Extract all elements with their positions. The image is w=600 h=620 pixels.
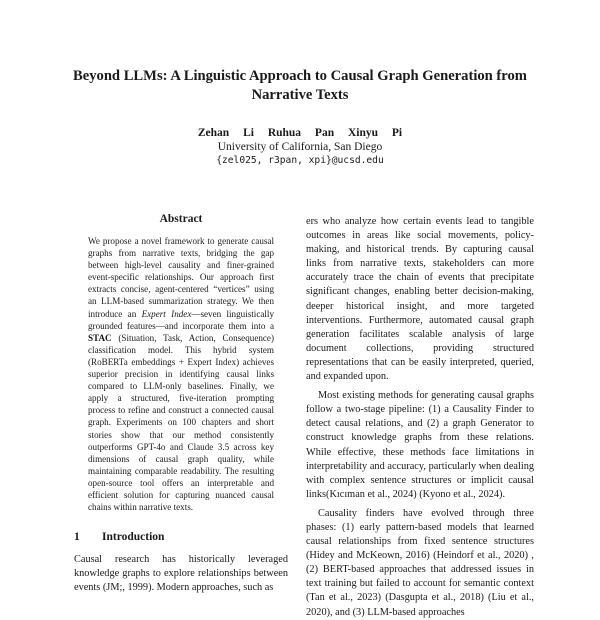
- author-emails: {zel025, r3pan, xpi}@ucsd.edu: [216, 155, 384, 166]
- body-paragraph: Causality finders have evolved through three phases: (1) early pattern-based models that learned causal relationships from fixed sentence structures (Hidey and McKeown, 2016) (Heindorf et al., 2020) , (2) BERT-based approaches that addressed issues in text training but failed to account for semantic context (Tan et al., 2023) (Dasgupta et al., 2018) (Liu et al., 2020), and (3) LLM-based approaches: [306, 507, 534, 618]
- abstract-heading: Abstract: [159, 213, 203, 225]
- paper-title: Beyond LLMs: A Linguistic Approach to Causal Graph Generation from Narrative Texts: [73, 68, 527, 103]
- abstract-body: [88, 235, 274, 513]
- abstract-stac: STAC: [88, 332, 112, 343]
- section-number: 1: [74, 531, 80, 543]
- body-paragraph: ers who analyze how certain events lead to tangible outcomes in areas like social movements, policy-making, and historical trends. By capturing causal links from narrative texts, stakeholders can more accurately trace the chain of events that precipitate significant changes, enabling better decision-making, deeper historical insight, and more targeted interventions. Furthermore, automated causal graph generation facilitates scalable analysis of large document collections, providing structured representations that can be easily interpreted, queried, and expanded upon.: [306, 216, 534, 383]
- abstract-text: We propose a novel framework to generate causal graphs from narrative texts, bridging the gap between high-level causality and finer-grained event-specific relationships. Our approach first extracts concise, agent-centered “vertices” using an LLM-based summarization strategy. We then introduce an: [88, 236, 274, 319]
- section-title: Introduction: [102, 531, 165, 543]
- intro-paragraph: Causal research has historically leveraged knowledge graphs to explore relationships between events (JM;, 1999). Modern approaches, such as: [74, 554, 288, 594]
- abstract-expert-index: Expert Index: [141, 308, 192, 319]
- author-list: [0, 126, 600, 140]
- author-name: Ruhua Pan: [267, 127, 335, 139]
- author-name: Zehan Li: [197, 127, 254, 139]
- abstract-text: —seven linguistically grounded features—and incorporate them into a: [88, 308, 274, 331]
- section-heading-introduction: [74, 531, 288, 544]
- author-name: Xinyu Pi: [347, 127, 403, 139]
- abstract-text: (Situation, Task, Action, Consequence) classification model. This hybrid system (RoBERTa embeddings + Expert Index) achieves superior precision in identifying causal links compared to LLM-only baselines. Finally, we apply a structured, five-iteration prompting process to refine and construct a connected causal graph. Experiments on 100 chapters and short stories show that our method consistently outperforms GPT-4o and Claude 3.5 across key dimensions of causal graph quality, while maintaining comparable readability. The resulting open-source tool offers an interpretable and efficient solution for capturing nuanced causal chains within narrative texts.: [88, 332, 274, 513]
- affiliation: University of California, San Diego: [217, 141, 383, 153]
- body-paragraph: Most existing methods for generating causal graphs follow a two-stage pipeline: (1) a Causality Finder to detect causal relations, and (2) a graph Generator to construct knowledge graphs from these relations. While effective, these methods face limitations in interpretability and accuracy, particularly when dealing with complex sentence structures or implicit causal links(Kıcıman et al., 2024) (Kyono et al., 2024).: [306, 390, 534, 500]
- right-column: [306, 215, 534, 620]
